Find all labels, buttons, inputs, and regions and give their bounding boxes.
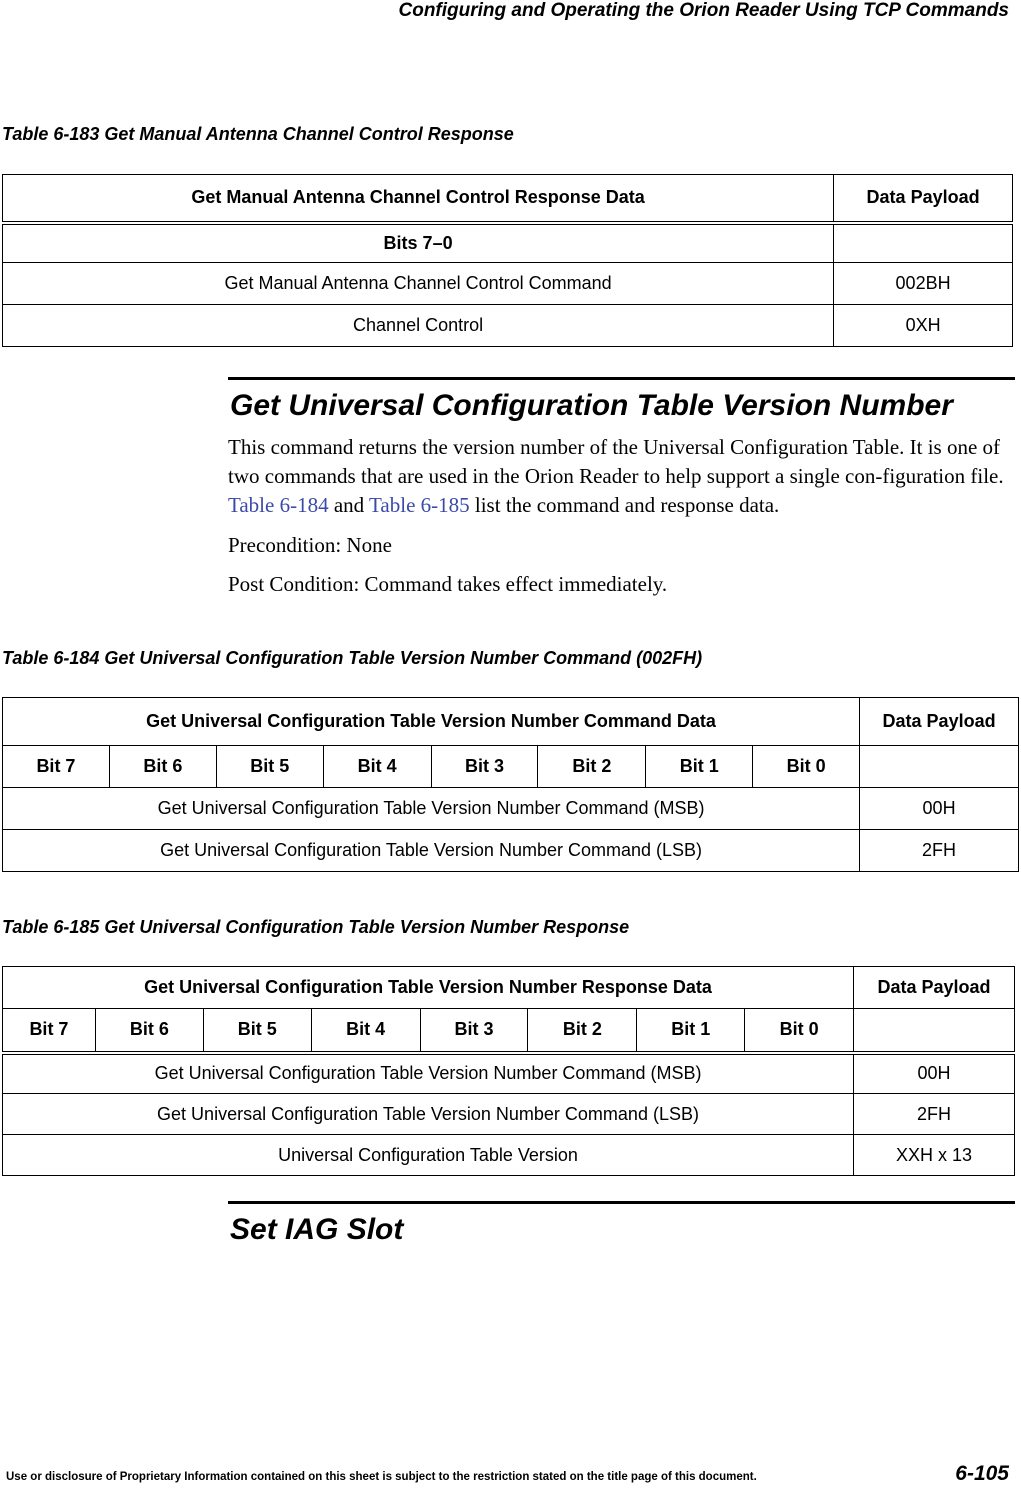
table-row	[3, 1053, 1015, 1094]
description-text: and	[328, 493, 370, 517]
page-number: 6-105	[955, 1462, 1009, 1485]
running-header: Configuring and Operating the Orion Reader Using TCP Commands	[398, 0, 1009, 21]
table-183-header-payload: Data Payload	[834, 175, 1013, 223]
table-row	[3, 263, 1013, 305]
table-184-row-value: 00H	[860, 788, 1019, 830]
section-rule	[228, 377, 1015, 380]
bit-2-header: Bit 2	[528, 1009, 637, 1053]
table-185-row-label: Get Universal Configuration Table Version Number Command (MSB)	[3, 1053, 854, 1094]
postcondition-text: Post Condition: Command takes effect immediately.	[228, 572, 668, 596]
bit-4-header: Bit 4	[311, 1009, 420, 1053]
bit-0-header: Bit 0	[745, 1009, 854, 1053]
bit-1-header: Bit 1	[646, 746, 753, 788]
table-185-link[interactable]: Table 6-185	[369, 493, 470, 517]
section-title: Get Universal Configuration Table Version Number	[230, 389, 953, 422]
description-text: This command returns the version number of the Universal Configuration Table. It is one of two commands that are used in the Orion Reader to help support a single con-figuration file.	[228, 435, 1004, 488]
section-rule	[228, 1201, 1015, 1204]
table-row	[3, 830, 1019, 872]
table-184-row-label: Get Universal Configuration Table Version Number Command (LSB)	[3, 830, 860, 872]
table-185-bits-empty	[854, 1009, 1015, 1053]
section-body	[228, 433, 1018, 599]
bit-2-header: Bit 2	[538, 746, 646, 788]
bit-7-header: Bit 7	[3, 746, 110, 788]
table-183-subheader-empty	[834, 223, 1013, 263]
bit-0-header: Bit 0	[753, 746, 860, 788]
description-text: list the command and response data.	[469, 493, 780, 517]
table-row	[3, 305, 1013, 347]
table-184-row-value: 2FH	[860, 830, 1019, 872]
table-185-header-data: Get Universal Configuration Table Version Number Response Data	[3, 967, 854, 1009]
table-row	[3, 1094, 1015, 1135]
bit-7-header: Bit 7	[3, 1009, 96, 1053]
table-185	[2, 966, 1015, 1176]
table-183	[2, 174, 1013, 347]
table-185-row-label: Get Universal Configuration Table Version Number Command (LSB)	[3, 1094, 854, 1135]
table-183-row-label: Get Manual Antenna Channel Control Command	[3, 263, 834, 305]
table-row	[3, 788, 1019, 830]
table-184-row-label: Get Universal Configuration Table Version Number Command (MSB)	[3, 788, 860, 830]
table-184-header-data: Get Universal Configuration Table Version Number Command Data	[3, 698, 860, 746]
precondition-text: Precondition: None	[228, 533, 392, 557]
table-183-subheader-bits: Bits 7–0	[3, 223, 834, 263]
table-185-header-payload: Data Payload	[854, 967, 1015, 1009]
table-row	[3, 1135, 1015, 1176]
bit-1-header: Bit 1	[637, 1009, 745, 1053]
table-185-row-value: 2FH	[854, 1094, 1015, 1135]
table-185-row-value: 00H	[854, 1053, 1015, 1094]
table-184	[2, 697, 1019, 872]
section-title: Set IAG Slot	[230, 1213, 404, 1246]
bit-5-header: Bit 5	[203, 1009, 311, 1053]
table-185-row-value: XXH x 13	[854, 1135, 1015, 1176]
bit-4-header: Bit 4	[323, 746, 431, 788]
bit-5-header: Bit 5	[216, 746, 323, 788]
footer-note: Use or disclosure of Proprietary Information contained on this sheet is subject to the restriction stated on the title page of this document.	[6, 1471, 757, 1483]
table-183-header-data: Get Manual Antenna Channel Control Response Data	[3, 175, 834, 223]
description-paragraph	[228, 433, 1018, 520]
table-183-row-label: Channel Control	[3, 305, 834, 347]
table-184-link[interactable]: Table 6-184	[228, 493, 329, 517]
table-185-caption: Table 6-185 Get Universal Configuration Table Version Number Response	[2, 917, 630, 937]
bit-3-header: Bit 3	[420, 1009, 528, 1053]
table-183-caption: Table 6-183 Get Manual Antenna Channel Control Response	[2, 124, 514, 144]
table-185-row-label: Universal Configuration Table Version	[3, 1135, 854, 1176]
table-184-caption: Table 6-184 Get Universal Configuration Table Version Number Command (002FH)	[2, 648, 703, 668]
table-184-header-payload: Data Payload	[860, 698, 1019, 746]
table-184-bits-empty	[860, 746, 1019, 788]
bit-3-header: Bit 3	[431, 746, 538, 788]
table-183-row-value: 002BH	[834, 263, 1013, 305]
bit-6-header: Bit 6	[109, 746, 216, 788]
bit-6-header: Bit 6	[95, 1009, 203, 1053]
table-183-row-value: 0XH	[834, 305, 1013, 347]
